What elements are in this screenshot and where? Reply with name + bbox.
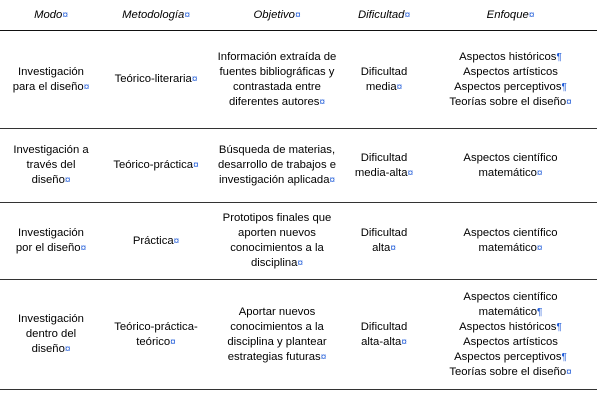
table-row	[0, 203, 597, 280]
cell-end-mark-icon: ¤	[294, 9, 301, 21]
cell-end-mark-icon: ¤	[80, 243, 87, 254]
cell-end-mark-icon: ¤	[83, 81, 90, 93]
cell-line: diferentes autores	[229, 95, 320, 108]
cell-modo	[0, 31, 102, 129]
cell-dificultad	[344, 280, 424, 390]
cell-dificultad	[344, 203, 424, 280]
cell-end-mark-icon: ¤	[528, 9, 535, 21]
pilcrow-icon: ¶	[556, 51, 562, 63]
cell-line: para el diseño	[12, 80, 84, 93]
cell-end-mark-icon: ¤	[64, 344, 71, 355]
cell-line: fuentes bibliográficas y	[219, 65, 335, 78]
header-metodologia: Metodología¤	[102, 0, 210, 31]
cell-line: por el diseño	[15, 242, 81, 254]
table-row	[0, 129, 597, 203]
cell-end-mark-icon: ¤	[64, 175, 71, 186]
cell-line: matemático	[478, 305, 537, 318]
cell-end-mark-icon: ¤	[170, 336, 176, 348]
cell-end-mark-icon: ¤	[390, 243, 396, 254]
cell-line: media-alta	[354, 166, 408, 179]
pilcrow-icon: ¶	[537, 306, 543, 318]
cell-line: Dificultad	[360, 320, 408, 333]
header-enfoque: Enfoque¤	[424, 0, 597, 31]
cell-line: Aspectos científico	[463, 227, 558, 239]
header-modo: Modo¤	[0, 0, 102, 31]
cell-end-mark-icon: ¤	[62, 9, 68, 21]
cell-enfoque	[424, 203, 597, 280]
cell-line: disciplina	[250, 257, 298, 269]
cell-line: Investigación	[18, 313, 84, 325]
cell-metodologia	[102, 280, 210, 390]
cell-line: través del	[26, 159, 76, 171]
cell-line: investigación aplicada	[218, 174, 330, 186]
cell-line: diseño	[31, 343, 65, 355]
cell-line: alta	[372, 242, 391, 254]
cell-metodologia	[102, 31, 210, 129]
cell-line: matemático	[478, 166, 537, 179]
cell-line: media	[365, 80, 397, 93]
cell-end-mark-icon: ¤	[193, 160, 199, 171]
cell-line: Aportar nuevos	[238, 305, 316, 318]
cell-line: Dificultad	[360, 65, 408, 78]
cell-line: Dificultad	[360, 151, 408, 164]
cell-end-mark-icon: ¤	[173, 235, 180, 247]
cell-modo	[0, 203, 102, 280]
cell-line: Aspectos perceptivos	[454, 80, 562, 93]
cell-line: conocimientos a la	[230, 320, 324, 333]
cell-enfoque	[424, 129, 597, 203]
cell-modo	[0, 280, 102, 390]
cell-objetivo	[210, 203, 344, 280]
cell-line: Búsqueda de materias,	[218, 144, 336, 156]
cell-line: Investigación	[18, 227, 84, 239]
cell-end-mark-icon: ¤	[191, 74, 198, 85]
cell-end-mark-icon: ¤	[404, 9, 411, 21]
cell-end-mark-icon: ¤	[297, 258, 304, 269]
cell-end-mark-icon: ¤	[184, 9, 190, 21]
cell-dificultad	[344, 129, 424, 203]
header-dificultad: Dificultad¤	[344, 0, 424, 31]
table-row	[0, 280, 597, 390]
cell-line: Prototipos finales que	[222, 212, 332, 224]
cell-objetivo	[210, 31, 344, 129]
cell-end-mark-icon: ¤	[396, 81, 403, 93]
cell-line: Teórico-práctica	[113, 159, 194, 171]
cell-line: Aspectos científico	[463, 290, 558, 303]
cell-line: Teórico-literaria	[114, 73, 192, 85]
cell-line: Aspectos científico	[463, 151, 558, 164]
cell-line: Información extraída de	[217, 50, 337, 63]
cell-line: conocimientos a la	[230, 242, 324, 254]
cell-metodologia	[102, 129, 210, 203]
cell-line: Aspectos perceptivos	[454, 350, 562, 363]
cell-line: Dificultad	[360, 227, 408, 239]
cell-line: Teórico-práctica-	[114, 320, 198, 333]
cell-end-mark-icon: ¤	[320, 351, 327, 363]
cell-objetivo	[210, 280, 344, 390]
cell-objetivo	[210, 129, 344, 203]
cell-line: Investigación a	[13, 144, 89, 156]
cell-end-mark-icon: ¤	[401, 336, 407, 348]
pilcrow-icon: ¶	[561, 81, 567, 93]
table-row	[0, 31, 597, 129]
cell-line: disciplina y plantear	[227, 335, 327, 348]
pilcrow-icon: ¶	[561, 351, 567, 363]
pilcrow-icon: ¶	[556, 321, 562, 333]
cell-line: Investigación	[18, 65, 84, 78]
cell-line: estrategias futuras	[227, 350, 321, 363]
cell-end-mark-icon: ¤	[407, 167, 414, 179]
cell-line: Teorías sobre el diseño	[449, 365, 567, 378]
header-objetivo: Objetivo¤	[210, 0, 344, 31]
cell-line: dentro del	[25, 328, 77, 340]
cell-line: alta-alta	[361, 335, 402, 348]
cell-line: aporten nuevos	[238, 227, 316, 239]
cell-end-mark-icon: ¤	[566, 96, 572, 108]
cell-line: matemático	[478, 242, 537, 254]
cell-end-mark-icon: ¤	[536, 243, 543, 254]
cell-end-mark-icon: ¤	[566, 366, 572, 378]
cell-line: diseño	[31, 174, 65, 186]
cell-dificultad	[344, 31, 424, 129]
cell-end-mark-icon: ¤	[329, 175, 336, 186]
cell-line: teórico	[136, 335, 171, 348]
cell-line: Aspectos artísticos	[463, 335, 558, 348]
cell-line: Aspectos históricos	[459, 50, 557, 63]
header-row	[0, 0, 597, 31]
cell-line: desarrollo de trabajos e	[217, 159, 337, 171]
cell-end-mark-icon: ¤	[536, 167, 543, 179]
cell-line: Teorías sobre el diseño	[449, 95, 567, 108]
cell-enfoque	[424, 280, 597, 390]
cell-metodologia	[102, 203, 210, 280]
cell-line: contrastada entre	[233, 80, 321, 93]
cell-line: Aspectos históricos	[459, 320, 557, 333]
cell-line: Aspectos artísticos	[463, 65, 558, 78]
cell-end-mark-icon: ¤	[319, 96, 325, 108]
cell-enfoque	[424, 31, 597, 129]
cell-modo	[0, 129, 102, 203]
cell-line: Práctica	[132, 234, 174, 247]
